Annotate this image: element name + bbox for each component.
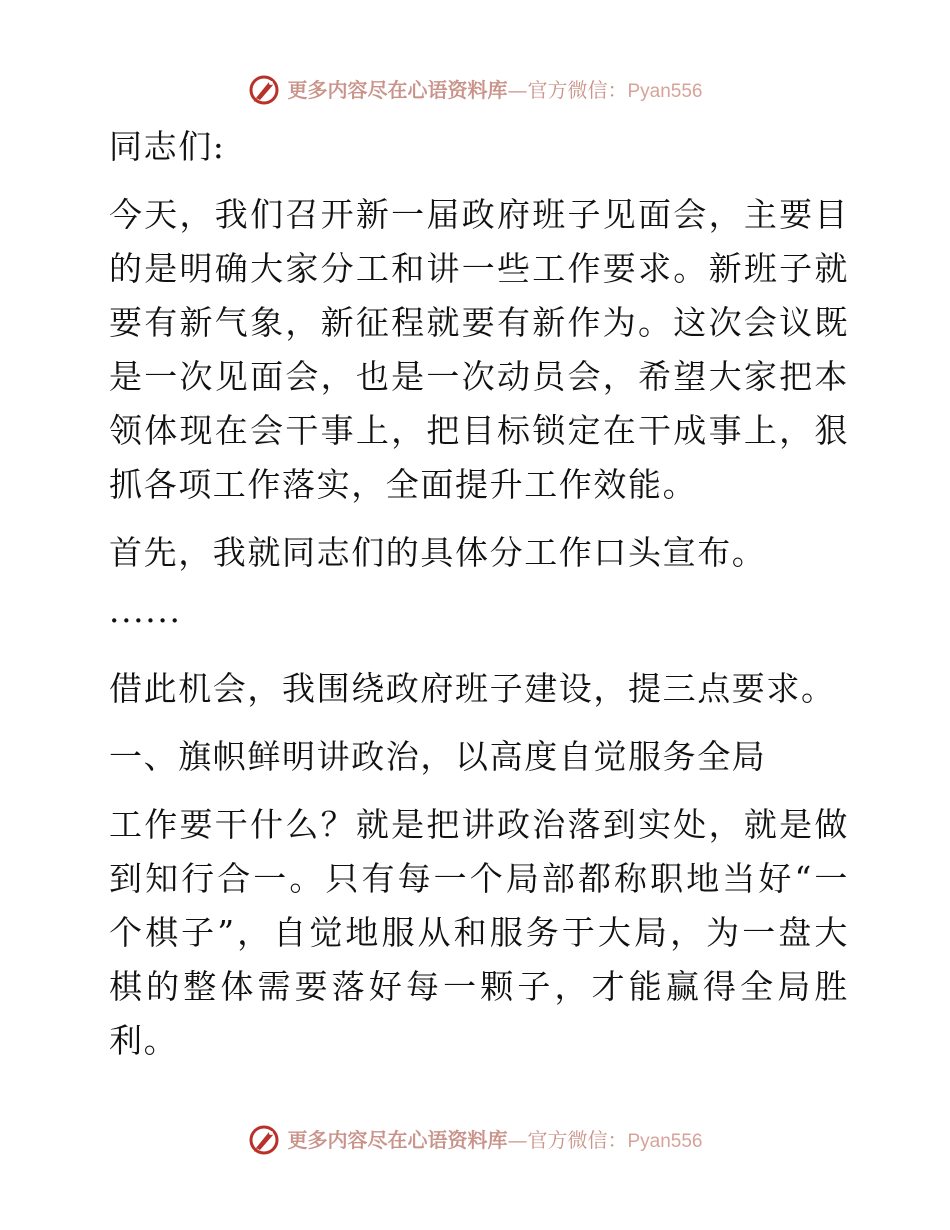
paragraph-assignment: 首先，我就同志们的具体分工作口头宣布。	[109, 533, 767, 572]
watermark-wechat-id: Pyan556	[627, 80, 703, 102]
watermark-banner-bottom	[0, 1120, 950, 1160]
section-heading-1: 一、旗帜鲜明讲政治，以高度自觉服务全局	[109, 737, 767, 776]
paragraph-intro: 今天，我们召开新一届政府班子见面会，主要目的是明确大家分工和讲一些工作要求。新班子就要有新气象，新征程就要有新作为。这次会议既是一次见面会，也是一次动员会，希望大家把本领体现在会干事上，把目标锁定在干成事上，狠抓各项工作落实，全面提升工作效能。	[109, 195, 849, 504]
ellipsis: ······	[109, 601, 182, 640]
watermark-banner-top	[0, 70, 950, 110]
pen-logo-icon	[247, 1123, 281, 1157]
watermark-separator: —	[507, 77, 528, 102]
watermark-wechat-label: 官方微信：	[527, 77, 628, 102]
paragraph-politics: 工作要干什么？就是把讲政治落到实处，就是做到知行合一。只有每一个局部都称职地当好“一个棋子”，自觉地服从和服务于大局，为一盘大棋的整体需要落好每一颗子，才能赢得全局胜利。	[109, 805, 849, 1060]
watermark-main: 更多内容尽在心语资料库	[287, 1127, 508, 1152]
watermark-wechat-id: Pyan556	[627, 1130, 703, 1152]
watermark-text	[287, 77, 703, 102]
watermark-wechat-label: 官方微信：	[527, 1127, 628, 1152]
pen-logo-icon	[247, 73, 281, 107]
salutation: 同志们:	[109, 127, 226, 166]
watermark-separator: —	[507, 1127, 528, 1152]
watermark-main: 更多内容尽在心语资料库	[287, 77, 508, 102]
paragraph-requirements: 借此机会，我围绕政府班子建设，提三点要求。	[109, 669, 836, 708]
watermark-text	[287, 1127, 703, 1152]
document-body	[97, 120, 849, 1068]
